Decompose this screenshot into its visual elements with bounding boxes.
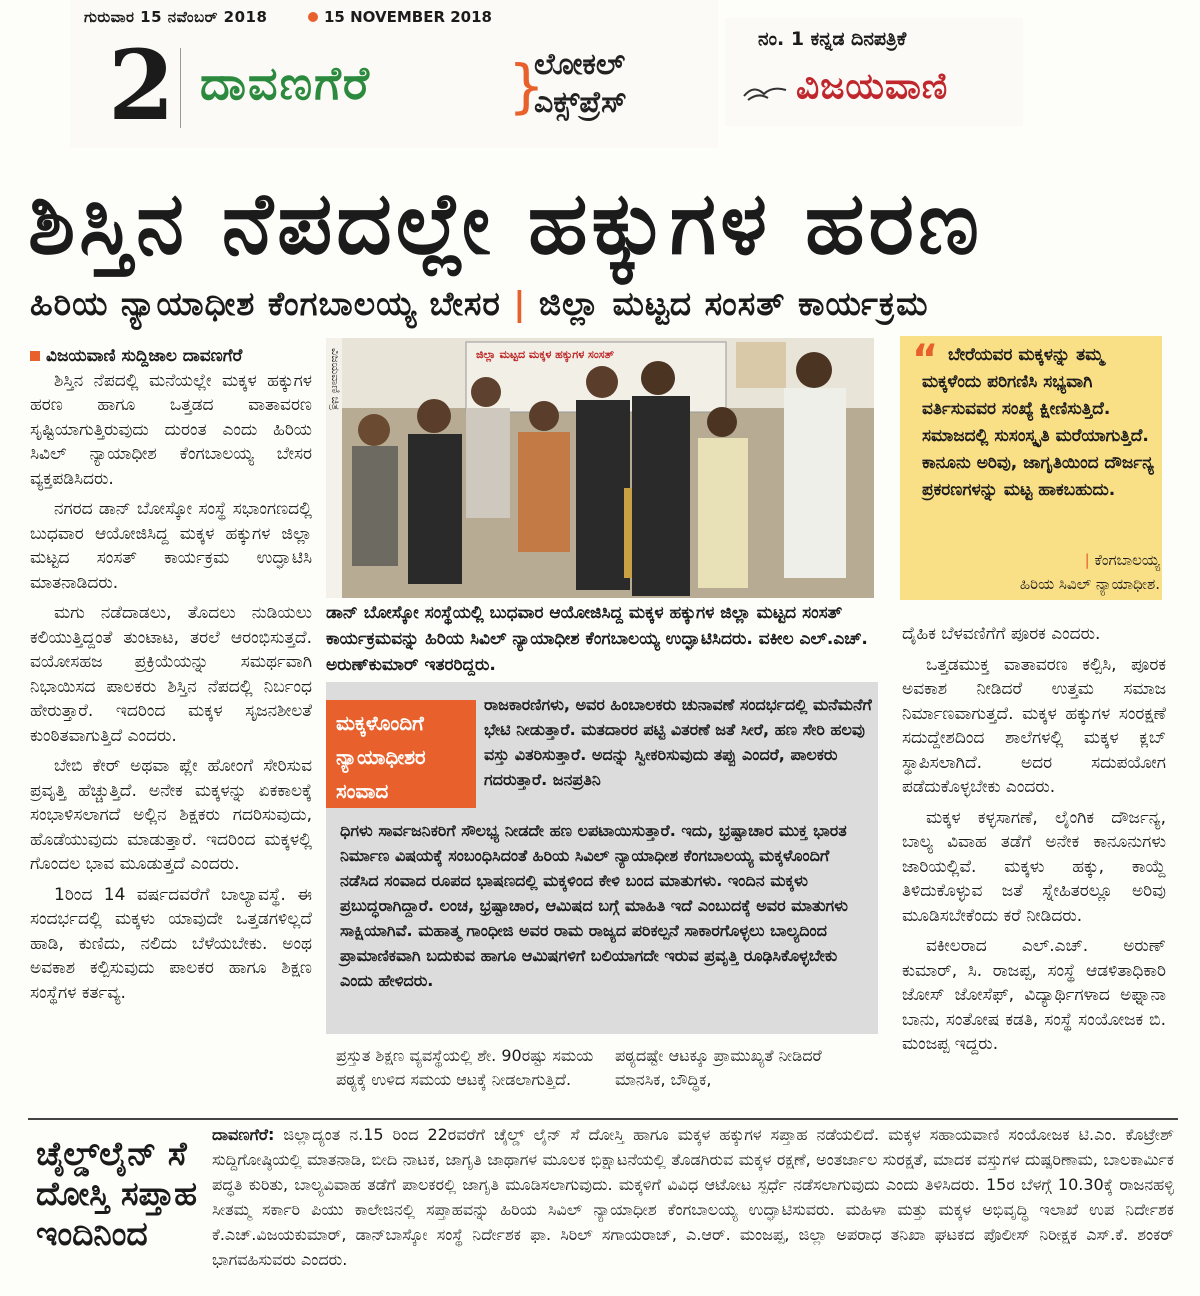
- sub-headline-right: ಜಿಲ್ಲಾ ಮಟ್ಟದ ಸಂಸತ್ ಕಾರ್ಯಕ್ರಮ: [538, 284, 929, 323]
- news-photo: [326, 338, 874, 598]
- article-column-2-bottom: ಪ್ರಸ್ತುತ ಶಿಕ್ಷಣ ವ್ಯವಸ್ಥೆಯಲ್ಲಿ ಶೇ. 90ರಷ್ಟು ಸಮಯ ಪಠ್ಯಕ್ಕೆ ಉಳಿದ ಸಮಯ ಆಟಕ್ಕೆ ನೀಡಲಾಗುತ್ತಿದೆ. ಪಠ್ಯದಷ್ಟೇ ಆಟಕ್ಕೂ ಪ್ರಾಮುಖ್ಯತೆ ನೀಡಿದರೆ ಮಾನಸಿಕ, ಬೌದ್ಧಿಕ,: [336, 1046, 822, 1089]
- brace-icon: }: [508, 52, 545, 120]
- byline-text: ವಿಜಯವಾಣಿ ಸುದ್ದಿಜಾಲ ದಾವಣಗೆರೆ: [46, 346, 243, 366]
- paragraph: ವಕೀಲರಾದ ಎಲ್.ಎಚ್. ಅರುಣ್ ಕುಮಾರ್, ಸಿ. ರಾಜಪ್ಪ, ಸಂಸ್ಥೆ ಆಡಳಿತಾಧಿಕಾರಿ ಜೋಸ್ ಜೋಸೆಫ್, ವಿದ್ಯಾರ್ಥಿಗಳಾದ ಅಫ್ನಾನಾ ಬಾನು, ಸಂತೋಷ ಕಡತಿ, ಸಂಸ್ಥೆ ಸಂಯೋಜಕ ಬಿ. ಮಂಜಪ್ಪ ಇದ್ದರು.: [902, 936, 1166, 1054]
- paragraph: ಮಕ್ಕಳ ಕಳ್ಳಸಾಗಣೆ, ಲೈಂಗಿಕ ದೌರ್ಜನ್ಯ, ಬಾಲ್ಯ ವಿವಾಹ ತಡೆಗೆ ಅನೇಕ ಕಾನೂನುಗಳು ಜಾರಿಯಲ್ಲಿವೆ. ಮಕ್ಕಳು ಹಕ್ಕು, ಕಾಯ್ದೆ ತಿಳಿದುಕೊಳ್ಳುವ ಜತೆ ಸ್ನೇಹಿತರಲ್ಲೂ ಅರಿವು ಮೂಡಿಸಬೇಕೆಂದು ಕರೆ ನೀಡಿದರು.: [902, 807, 1166, 926]
- paragraph: ಬೇಬಿ ಕೇರ್ ಅಥವಾ ಪ್ಲೇ ಹೋಂಗೆ ಸೇರಿಸುವ ಪ್ರವೃತ್ತಿ ಹೆಚ್ಚುತ್ತಿದೆ. ಅನೇಕ ಮಕ್ಕಳನ್ನು ಏಕಕಾಲಕ್ಕೆ ಸಂಭಾಳಿಸಲಾಗದೆ ಅಲ್ಲಿನ ಶಿಕ್ಷಕರು ಗದರಿಸುವುದು, ಹೊಡೆಯುವುದು ಮಾಡುತ್ತಾರೆ. ಇದರಿಂದ ಮಕ್ಕಳಲ್ಲಿ ಗೊಂದಲ ಭಾವ ಮೂಡುತ್ತದೆ ಎಂದರು.: [30, 756, 312, 874]
- attribution-bar-icon: |: [1084, 551, 1095, 569]
- city-name: ದಾವಣಗೆರೆ: [200, 56, 371, 110]
- paragraph: ಒತ್ತಡಮುಕ್ತ ವಾತಾವರಣ ಕಲ್ಪಿಸಿ, ಪೂರಕ ಅವಕಾಶ ನೀಡಿದರೆ ಉತ್ತಮ ಸಮಾಜ ನಿರ್ಮಾಣವಾಗುತ್ತದೆ. ಮಕ್ಕಳ ಹಕ್ಕುಗಳ ಸಂರಕ್ಷಣೆ ಸದುದ್ದೇಶದಿಂದ ಶಾಲೆಗಳಲ್ಲಿ ಮಕ್ಕಳ ಕ್ಲಬ್ ಸ್ಥಾಪಿಸಲಾಗಿದೆ. ಅದರ ಸದುಪಯೋಗ ಪಡೆದುಕೊಳ್ಳಬೇಕು ಎಂದರು.: [902, 654, 1166, 797]
- photo-illustration: [326, 338, 874, 598]
- edition-line-1: ಲೋಕಲ್: [534, 47, 626, 82]
- date-bullet-icon: [308, 12, 318, 22]
- samvada-text-bottom: ಧಿಗಳು ಸಾರ್ವಜನಿಕರಿಗೆ ಸೌಲಭ್ಯ ನೀಡದೇ ಹಣ ಲಪಟಾಯಿಸುತ್ತಾರೆ. ಇದು, ಭ್ರಷ್ಟಾಚಾರ ಮುಕ್ತ ಭಾರತ ನಿರ್ಮಾಣ ವಿಷಯಕ್ಕೆ ಸಂಬಂಧಿಸಿದಂತೆ ಹಿರಿಯ ಸಿವಿಲ್ ನ್ಯಾಯಾಧೀಶ ಕೆಂಗಬಾಲಯ್ಯ ಮಕ್ಕಳೊಂದಿಗೆ ನಡೆಸಿದ ಸಂವಾದ ರೂಪದ ಭಾಷಣದಲ್ಲಿ ಮಕ್ಕಳಿಂದ ಕೇಳಿ ಬಂದ ಮಾತುಗಳು. ಇಂದಿನ ಮಕ್ಕಳು ಪ್ರಬುದ್ಧರಾಗಿದ್ದಾರೆ. ಲಂಚ, ಭ್ರಷ್ಟಾಚಾರ, ಆಮಿಷದ ಬಗ್ಗೆ ಮಾಹಿತಿ ಇದೆ ಎಂಬುದಕ್ಕೆ ಅವರ ಮಾತುಗಳು ಸಾಕ್ಷಿಯಾಗಿವೆ. ಮಹಾತ್ಮ ಗಾಂಧೀಜಿ ಅವರ ರಾಮ ರಾಜ್ಯದ ಪರಿಕಲ್ಪನೆ ಸಾಕಾರಗೊಳ್ಳಲು ಬಾಲ್ಯದಿಂದ ಪ್ರಾಮಾಣಿಕವಾಗಿ ಬದುಕುವ ಹಾಗೂ ಆಮಿಷಗಳಿಗೆ ಬಲಿಯಾಗದೇ ಇರುವ ಪ್ರವೃತ್ತಿ ರೂಢಿಸಿಕೊಳ್ಳಬೇಕು ಎಂದು ಹೇಳಿದರು.: [340, 821, 848, 990]
- sub-headline-separator: |: [513, 284, 527, 323]
- bird-logo-icon: [742, 80, 788, 104]
- edition-name: [534, 46, 627, 122]
- sub-headline: [30, 282, 1200, 326]
- byline: [30, 344, 312, 369]
- main-headline: ಶಿಸ್ತಿನ ನೆಪದಲ್ಲೇ ಹಕ್ಕುಗಳ ಹರಣ: [28, 174, 983, 274]
- paragraph: ನಗರದ ಡಾನ್ ಬೋಸ್ಕೋ ಸಂಸ್ಥೆ ಸಭಾಂಗಣದಲ್ಲಿ ಬುಧವಾರ ಆಯೋಜಿಸಿದ್ದ ಮಕ್ಕಳ ಹಕ್ಕುಗಳ ಜಿಲ್ಲಾ ಮಟ್ಟದ ಸಂಸತ್ ಕಾರ್ಯಕ್ರಮ ಉದ್ಘಾಟಿಸಿ ಮಾತನಾಡಿದರು.: [30, 499, 312, 593]
- quote-title: ಹಿರಿಯ ಸಿವಿಲ್ ನ್ಯಾಯಾಧೀಶ.: [1019, 575, 1160, 593]
- sub-headline-left: ಹಿರಿಯ ನ್ಯಾಯಾಧೀಶ ಕೆಂಗಬಾಲಯ್ಯ ಬೇಸರ: [30, 284, 501, 323]
- quote-mark-icon: “: [912, 337, 939, 383]
- quote-attribution: [960, 548, 1160, 596]
- paper-brand: ವಿಜಯವಾಣಿ: [796, 66, 949, 107]
- edition-line-2: ಎಕ್ಸ್‌ಪ್ರೆಸ್: [534, 85, 627, 120]
- photo-caption: ಡಾನ್ ಬೋಸ್ಕೋ ಸಂಸ್ಥೆಯಲ್ಲಿ ಬುಧವಾರ ಆಯೋಜಿಸಿದ್ದ ಮಕ್ಕಳ ಹಕ್ಕುಗಳ ಜಿಲ್ಲಾ ಮಟ್ಟದ ಸಂಸತ್ ಕಾರ್ಯಕ್ರಮವನ್ನು ಹಿರಿಯ ಸಿವಿಲ್ ನ್ಯಾಯಾಧೀಶ ಕೆಂಗಬಾಲಯ್ಯ ಉದ್ಘಾಟಿಸಿದರು. ವಕೀಲ ಎಲ್.ಎಚ್. ಅರುಣ್‌ಕುಮಾರ್ ಇತರರಿದ್ದರು.: [326, 603, 868, 675]
- bottom-story-body: ಜಿಲ್ಲಾದ್ಯಂತ ನ.15 ರಿಂದ 22ರವರೆಗೆ ಚೈಲ್ಡ್ ಲೈನ್ ಸೆ ದೋಸ್ತಿ ಹಾಗೂ ಮಕ್ಕಳ ಹಕ್ಕುಗಳ ಸಪ್ತಾಹ ನಡೆಯಲಿದೆ. ಮಕ್ಕಳ ಸಹಾಯವಾಣಿ ಸಂಯೋಜಕ ಟಿ.ಎಂ. ಕೊಟ್ರೇಶ್ ಸುದ್ದಿಗೋಷ್ಠಿಯಲ್ಲಿ ಮಾತನಾಡಿ, ಬೀದಿ ನಾಟಕ, ಜಾಗೃತಿ ಜಾಥಾಗಳ ಮೂಲಕ ಭಿಕ್ಷಾಟನೆಯಲ್ಲಿ ತೊಡಗಿರುವ ಮಕ್ಕಳ ರಕ್ಷಣೆ, ಅಂತರ್ಜಾಲ ಸುರಕ್ಷತೆ, ಮಾದಕ ವಸ್ತುಗಳ ದುಷ್ಪರಿಣಾಮ, ಬಾಲಕಾರ್ಮಿಕ ಪದ್ಧತಿ ಕುರಿತು, ಬಾಲ್ಯವಿವಾಹ ತಡೆಗೆ ಪಾಲಕರಲ್ಲಿ ಜಾಗೃತಿ ಮೂಡಿಸಲಾಗುವುದು. ಮಕ್ಕಳಿಗೆ ವಿವಿಧ ಆಟೋಟ ಸ್ಪರ್ಧೆ ನಡೆಸಲಾಗುವುದು ಎಂದು ತಿಳಿಸಿದರು. 15ರ ಬೆಳಗ್ಗೆ 10.30ಕ್ಕೆ ರಾಜನಹಳ್ಳಿ ಸೀತಮ್ಮ ಸರ್ಕಾರಿ ಪಿಯು ಕಾಲೇಜಿನಲ್ಲಿ ಸಪ್ತಾಹವನ್ನು ಹಿರಿಯ ಸಿವಿಲ್ ನ್ಯಾಯಾಧೀಶ ಕೆಂಗಬಾಲಯ್ಯ ಉದ್ಘಾಟಿಸುವರು. ಮಹಿಳಾ ಮತ್ತು ಮಕ್ಕಳ ಅಭಿವೃದ್ಧಿ ಇಲಾಖೆ ಉಪ ನಿರ್ದೇಶಕ ಕೆ.ಎಚ್.ವಿಜಯಕುಮಾರ್, ಡಾನ್‌ಬಾಸ್ಕೋ ಸಂಸ್ಥೆ ನಿರ್ದೇಶಕ ಫಾ. ಸಿರಿಲ್ ಸಗಾಯರಾಜ್, ಎ.ಆರ್. ಮಂಜಪ್ಪ, ಜಿಲ್ಲಾ ಅಪರಾಧ ತನಿಖಾ ಘಟಕದ ಪೊಲೀಸ್ ನಿರೀಕ್ಷಕ ಎಸ್.ಕೆ. ಶಂಕರ್ ಭಾಗವಹಿಸುವರು ಎಂದರು.: [212, 1125, 1174, 1269]
- quote-text: ಬೇರೆಯವರ ಮಕ್ಕಳನ್ನು ತಮ್ಮ ಮಕ್ಕಳೆಂದು ಪರಿಗಣಿಸಿ ಸಭ್ಯವಾಗಿ ವರ್ತಿಸುವವರ ಸಂಖ್ಯೆ ಕ್ಷೀಣಿಸುತ್ತಿದೆ. ಸಮಾಜದಲ್ಲಿ ಸುಸಂಸ್ಕೃತಿ ಮರೆಯಾಗುತ್ತಿದೆ. ಕಾನೂನು ಅರಿವು, ಜಾಗೃತಿಯಿಂದ ದೌರ್ಜನ್ಯ ಪ್ರಕರಣಗಳನ್ನು ಮಟ್ಟ ಹಾಕಬಹುದು.: [922, 345, 1154, 500]
- samvada-tag-text: [336, 706, 476, 808]
- article-column-1: [30, 344, 312, 1011]
- brand-logo-icon: [742, 80, 788, 111]
- page-number: 2: [108, 29, 175, 142]
- photo-credit: ವಿಜಯವಾಣಿ ಚಿತ್ರ: [329, 348, 342, 411]
- paragraph: ಮಗು ನಡೆದಾಡಲು, ತೊದಲು ನುಡಿಯಲು ಕಲಿಯುತ್ತಿದ್ದಂತೆ ತುಂಟಾಟ, ತರಲೆ ಆರಂಭಿಸುತ್ತದೆ. ವಯೋಸಹಜ ಪ್ರಕ್ರಿಯೆಯನ್ನು ಸಮರ್ಥವಾಗಿ ನಿಭಾಯಿಸದ ಪಾಲಕರು ಶಿಸ್ತಿನ ನೆಪದಲ್ಲಿ ನಿರ್ಬಂಧ ಹೇರುತ್ತಾರೆ. ಇದರಿಂದ ಮಕ್ಕಳ ಸೃಜನಶೀಲತೆ ಕುಂಠಿತವಾಗುತ್ತಿದೆ ಎಂದರು.: [30, 603, 312, 746]
- byline-square-icon: [30, 351, 40, 361]
- date-english: 15 NOVEMBER 2018: [324, 8, 492, 26]
- samvada-tag-line: ಮಕ್ಕಳೊಂದಿಗೆ: [336, 711, 424, 735]
- paragraph: ದೈಹಿಕ ಬೆಳವಣಿಗೆಗೆ ಪೂರಕ ಎಂದರು.: [902, 624, 1101, 644]
- bottom-story-headline: ಚೈಲ್ಡ್‌ಲೈನ್ ಸೆ ದೋಸ್ತಿ ಸಪ್ತಾಹ ಇಂದಿನಿಂದ: [36, 1134, 198, 1253]
- article-column-3: [902, 622, 1166, 1063]
- quote-name: ಕೆಂಗಬಾಲಯ್ಯ: [1094, 551, 1160, 569]
- masthead-divider: [180, 48, 181, 128]
- photo-banner: ಜಿಲ್ಲಾ ಮಟ್ಟದ ಮಕ್ಕಳ ಹಕ್ಕುಗಳ ಸಂಸತ್: [476, 348, 614, 361]
- samvada-tag-line: ಸಂವಾದ: [336, 779, 389, 803]
- section-divider: [28, 1118, 1178, 1120]
- paragraph: ಶಿಸ್ತಿನ ನೆಪದಲ್ಲಿ ಮನೆಯಲ್ಲೇ ಮಕ್ಕಳ ಹಕ್ಕುಗಳ ಹರಣ ಹಾಗೂ ಒತ್ತಡದ ವಾತಾವರಣ ಸೃಷ್ಟಿಯಾಗುತ್ತಿರುವುದು ದುರಂತ ಎಂದು ಹಿರಿಯ ಸಿವಿಲ್ ನ್ಯಾಯಾಧೀಶ ಕೆಂಗಬಾಲಯ್ಯ ಬೇಸರ ವ್ಯಕ್ತಪಡಿಸಿದರು.: [30, 370, 312, 489]
- date-kannada: ಗುರುವಾರ 15 ನವೆಂಬರ್ 2018: [84, 8, 268, 26]
- dateline: ದಾವಣಗೆರೆ:: [212, 1125, 275, 1144]
- paragraph: 1ರಿಂದ 14 ವರ್ಷದವರೆಗೆ ಬಾಲ್ಯಾವಸ್ಥೆ. ಈ ಸಂದರ್ಭದಲ್ಲಿ ಮಕ್ಕಳು ಯಾವುದೇ ಒತ್ತಡಗಳಿಲ್ಲದೆ ಹಾಡಿ, ಕುಣಿದು, ನಲಿದು ಬೆಳೆಯಬೇಕು. ಅಂಥ ಅವಕಾಶ ಕಲ್ಪಿಸುವುದು ಪಾಲಕರ ಹಾಗೂ ಶಿಕ್ಷಣ ಸಂಸ್ಥೆಗಳ ಕರ್ತವ್ಯ.: [30, 884, 312, 1003]
- samvada-tag-line: ನ್ಯಾಯಾಧೀಶರ: [336, 745, 426, 769]
- bottom-story-text: [212, 1122, 1174, 1272]
- paper-tagline: ನಂ. 1 ಕನ್ನಡ ದಿನಪತ್ರಿಕೆ: [758, 28, 907, 50]
- samvada-text-top: ರಾಜಕಾರಣಿಗಳು, ಅವರ ಹಿಂಬಾಲಕರು ಚುನಾವಣೆ ಸಂದರ್ಭದಲ್ಲಿ ಮನೆಮನೆಗೆ ಭೇಟಿ ನೀಡುತ್ತಾರೆ. ಮತದಾರರ ಪಟ್ಟಿ ವಿತರಣೆ ಜತೆ ಸೀರೆ, ಹಣ ಸೇರಿ ಹಲವು ವಸ್ತು ವಿತರಿಸುತ್ತಾರೆ. ಅದನ್ನು ಸ್ವೀಕರಿಸುವುದು ತಪ್ಪು ಎಂದರೆ, ಪಾಲಕರು ಗದರುತ್ತಾರೆ. ಜನಪ್ರತಿನಿ: [484, 695, 872, 789]
